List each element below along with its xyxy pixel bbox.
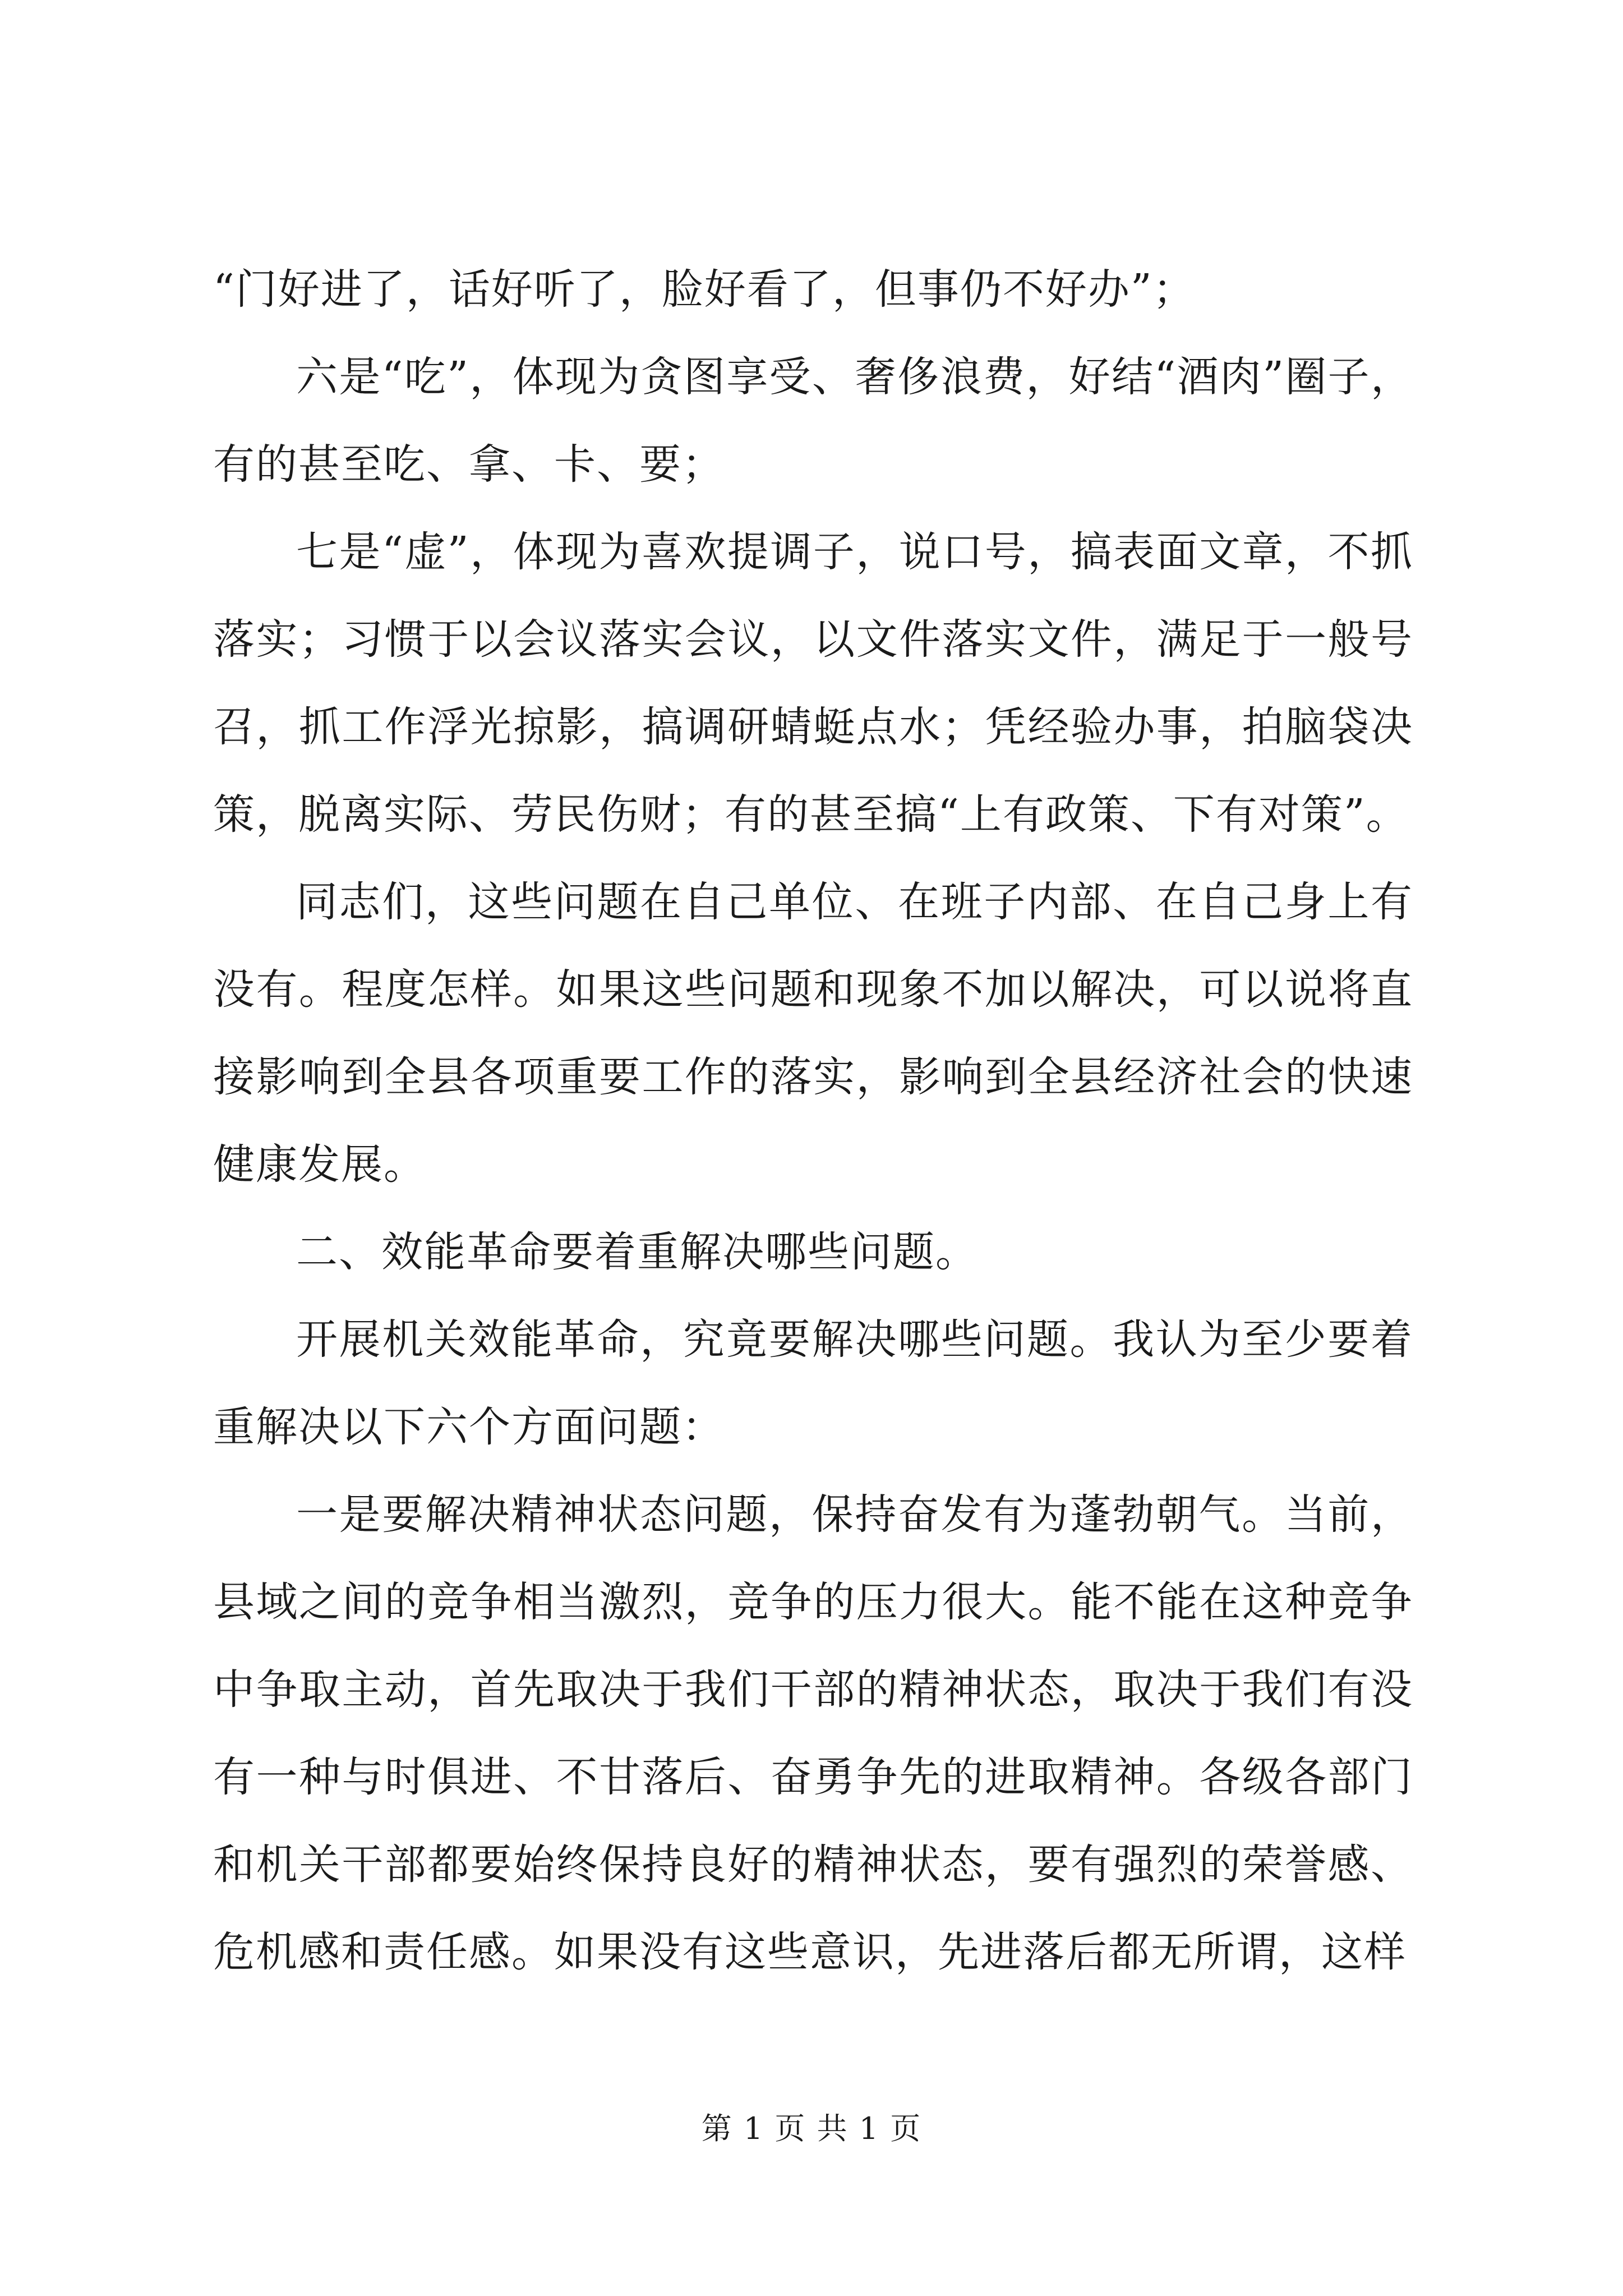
paragraph: “门好进了，话好听了，脸好看了，但事仍不好办”；: [213, 265, 1196, 314]
section-heading: 二、效能革命要着重解决哪些问题。: [296, 1228, 978, 1276]
paragraph: 六是“吃”，体现为贪图享受、奢侈浪费，好结“酒肉”圈子，有的甚至吃、拿、卡、要；: [213, 353, 1413, 489]
page-footer: 第 1 页 共 1 页: [701, 2111, 922, 2146]
body-text: [213, 246, 1413, 1996]
paragraph: 一是要解决精神状态问题，保持奋发有为蓬勃朝气。当前，县域之间的竞争相当激烈，竞争的压力很大。能不能在这种竞争中争取主动，首先取决于我们干部的精神状态，取决于我们有没有一种与时俱进、不甘落后、奋勇争先的进取精神。各级各部门和机关干部都要始终保持良好的精神状态，要有强烈的荣誉感、危机感和责任感。如果没有这些意识，先进落后都无所谓，这样: [213, 1490, 1413, 1976]
paragraph: 七是“虚”，体现为喜欢提调子，说口号，搞表面文章，不抓落实；习惯于以会议落实会议，以文件落实文件，满足于一般号召，抓工作浮光掠影，搞调研蜻蜓点水；凭经验办事，拍脑袋决策，脱离实际、劳民伤财；有的甚至搞“上有政策、下有对策”。: [213, 528, 1413, 839]
paragraph: 同志们，这些问题在自己单位、在班子内部、在自己身上有没有。程度怎样。如果这些问题和现象不加以解决，可以说将直接影响到全县各项重要工作的落实，影响到全县经济社会的快速健康发展。: [213, 878, 1413, 1189]
paragraph: 开展机关效能革命，究竟要解决哪些问题。我认为至少要着重解决以下六个方面问题：: [213, 1315, 1413, 1451]
